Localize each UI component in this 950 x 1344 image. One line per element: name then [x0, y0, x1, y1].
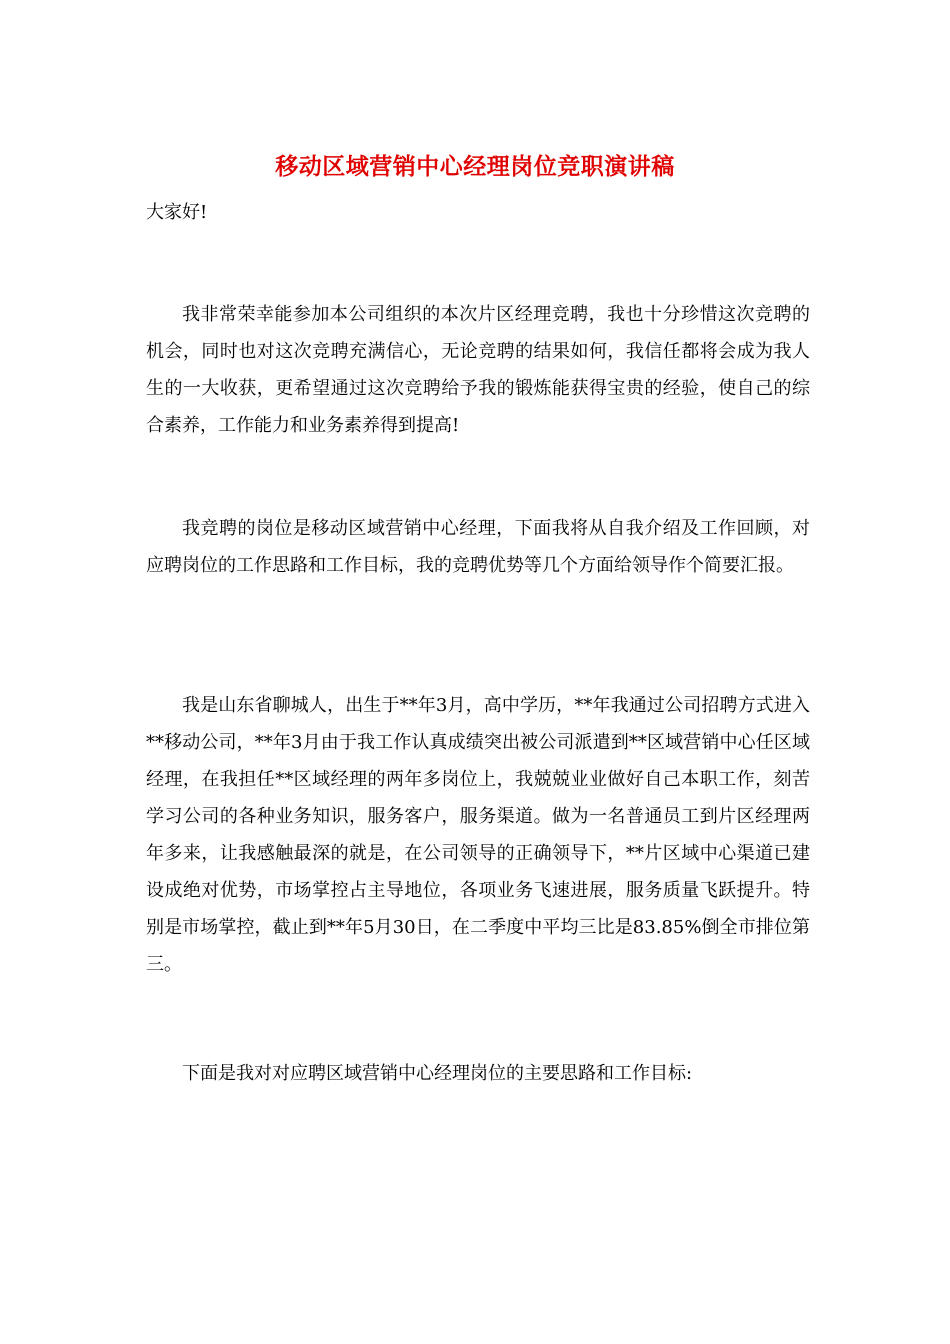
paragraph-2: 我竞聘的岗位是移动区域营销中心经理，下面我将从自我介绍及工作回顾，对应聘岗位的工作思路和工作目标，我的竞聘优势等几个方面给领导作个简要汇报。 — [146, 518, 810, 576]
document-title: 移动区域营销中心经理岗位竞职演讲稿 — [275, 153, 675, 180]
greeting: 大家好! — [146, 202, 208, 223]
paragraph-1: 我非常荣幸能参加本公司组织的本次片区经理竞聘，我也十分珍惜这次竞聘的机会，同时也对这次竞聘充满信心，无论竞聘的结果如何，我信任都将会成为我人生的一大收获，更希望通过这次竞聘给予我的锻炼能获得宝贵的经验，使自己的综合素养，工作能力和业务素养得到提高! — [146, 304, 810, 436]
paragraph-3: 我是山东省聊城人，出生于**年3月，高中学历，**年我通过公司招聘方式进入**移动公司，**年3月由于我工作认真成绩突出被公司派遣到**区域营销中心任区域经理，在我担任**区域经理的两年多岗位上，我兢兢业业做好自己本职工作，刻苦学习公司的各种业务知识，服务客户，服务渠道。做为一名普通员工到片区经理两年多来，让我感触最深的就是，在公司领导的正确领导下，**片区域中心渠道已建设成绝对优势，市场掌控占主导地位，各项业务飞速进展，服务质量飞跃提升。特别是市场掌控，截止到**年5月30日，在二季度中平均三比是83.85%倒全市排位第三。 — [146, 695, 810, 975]
paragraph-4: 下面是我对对应聘区域营销中心经理岗位的主要思路和工作目标: — [182, 1063, 693, 1084]
